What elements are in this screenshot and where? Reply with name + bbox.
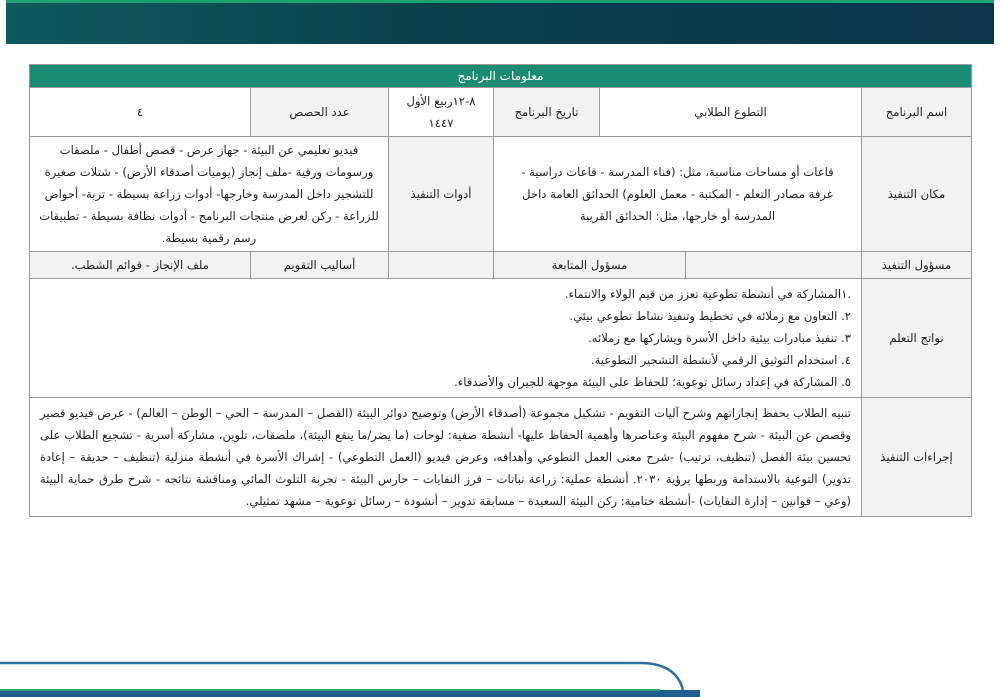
list-item: ٤. استخدام التوثيق الرقمي لأنشطة التشجير التطوعية.	[590, 353, 851, 367]
list-item: ٣. تنفيذ مبادرات بيئية داخل الأسرة ويشاركها مع زملائه.	[588, 331, 851, 345]
assessment-methods-label: أساليب التقويم	[251, 252, 389, 279]
table-title-row	[29, 65, 971, 88]
bottom-decoration	[0, 640, 1000, 697]
program-info-document	[30, 64, 972, 517]
sessions-count-value: ٤	[29, 88, 250, 137]
exec-responsible-label: مسؤول التنفيذ	[862, 252, 972, 279]
program-date-value: ٨-١٢ربيع الأول ١٤٤٧	[389, 88, 494, 137]
program-name-label: اسم البرنامج	[862, 88, 972, 137]
exec-responsible-value	[686, 252, 862, 279]
followup-responsible-value	[389, 252, 494, 279]
program-date-label: تاريخ البرنامج	[494, 88, 600, 137]
list-item: .١المشاركة في أنشطة تطوعية تعزز من قيم الولاء والانتماء.	[564, 287, 851, 301]
procedures-label: إجراءات التنفيذ	[862, 398, 972, 517]
program-info-table	[29, 64, 972, 517]
table-title: معلومات البرنامج	[29, 65, 971, 88]
top-banner	[6, 0, 994, 44]
outcomes-label: نواتج التعلم	[862, 279, 972, 398]
outcomes-row	[29, 279, 971, 398]
list-item: ٥. المشاركة في إعداد رسائل توعوية؛ للحفاظ على البيئة موجهة للجيران والأصدقاء.	[454, 375, 851, 389]
procedures-text: تنبيه الطلاب بحفظ إنجازاتهم وشرح آليات التقويم - تشكيل مجموعة (أصدقاء الأرض) وتوضيح دوائر البيئة (الفصل – المدرسة – الحي – الوطن – العالم) - عرض فيديو قصير وقصص عن البيئة - شرح مفهوم البيئة وعناصرها وأهمية الحفاظ عليها- أنشطة صفية: لوحات (ما يضر/ما ينفع البيئة)، ملصقات، تلوين، مشاركة أسرية - تشجيع الطلاب على تحسين بيئة الفصل (تنظيف، ترتيب) -شرح معنى العمل التطوعي وأهدافه، وعرض فيديو (العمل التطوعي) - إشراك الأسرة في أنشطة منزلية (تنظيف – حديقة – إعادة تدوير) التوعية بالاستدامة وربطها برؤية ٢٠٣٠. أنشطة عملية: زراعة نباتات – فرز النفايات – حارس البيئة - تجربة التلوث المائي ومناقشة نتائجه - شرح طرق حماية البيئة (وعي – قوانين – إدارة النفايات) -أنشطة ختامية: ركن البيئة السعيدة – مسابقة تدوير – أنشودة – رسائل توعوية – مشهد تمثيلي.	[29, 398, 861, 517]
assessment-methods-value: ملف الإنجاز - قوائم الشطب.	[29, 252, 250, 279]
program-basic-row	[29, 88, 971, 137]
outcomes-list	[29, 279, 861, 398]
responsibility-row	[29, 252, 971, 279]
sessions-count-label: عدد الحصص	[251, 88, 389, 137]
followup-responsible-label: مسؤول المتابعة	[494, 252, 686, 279]
procedures-row	[29, 398, 971, 517]
location-value: قاعات أو مساحات مناسبة، مثل: (فناء المدرسة - قاعات دراسية - غرفة مصادر التعلم - المكتبة - معمل العلوم) الحدائق العامة داخل المدرسة أو خارجها، مثل: الحدائق القريبة	[494, 137, 862, 252]
tools-label: أدوات التنفيذ	[389, 137, 494, 252]
list-item: ٢. التعاون مع زملائه في تخطيط وتنفيذ نشاط تطوعي بيئي.	[569, 309, 851, 323]
tools-value: فيديو تعليمي عن البيئة - جهاز عرض - قصص أطفال - ملصقات ورسومات ورقية -ملف إنجاز (يوميات أصدقاء الأرض) - شتلات صغيرة للتشجير داخل المدرسة وخارجها- أدوات زراعة بسيطة - تربة- أحواض للزراعة - ركن لعرض منتجات البرنامج - أدوات نظافة بسيطة - تطبيقات رسم رقمية بسيطة.	[29, 137, 388, 252]
location-tools-row	[29, 137, 971, 252]
location-label: مكان التنفيذ	[862, 137, 972, 252]
program-name-value: التطوع الطلابي	[600, 88, 862, 137]
